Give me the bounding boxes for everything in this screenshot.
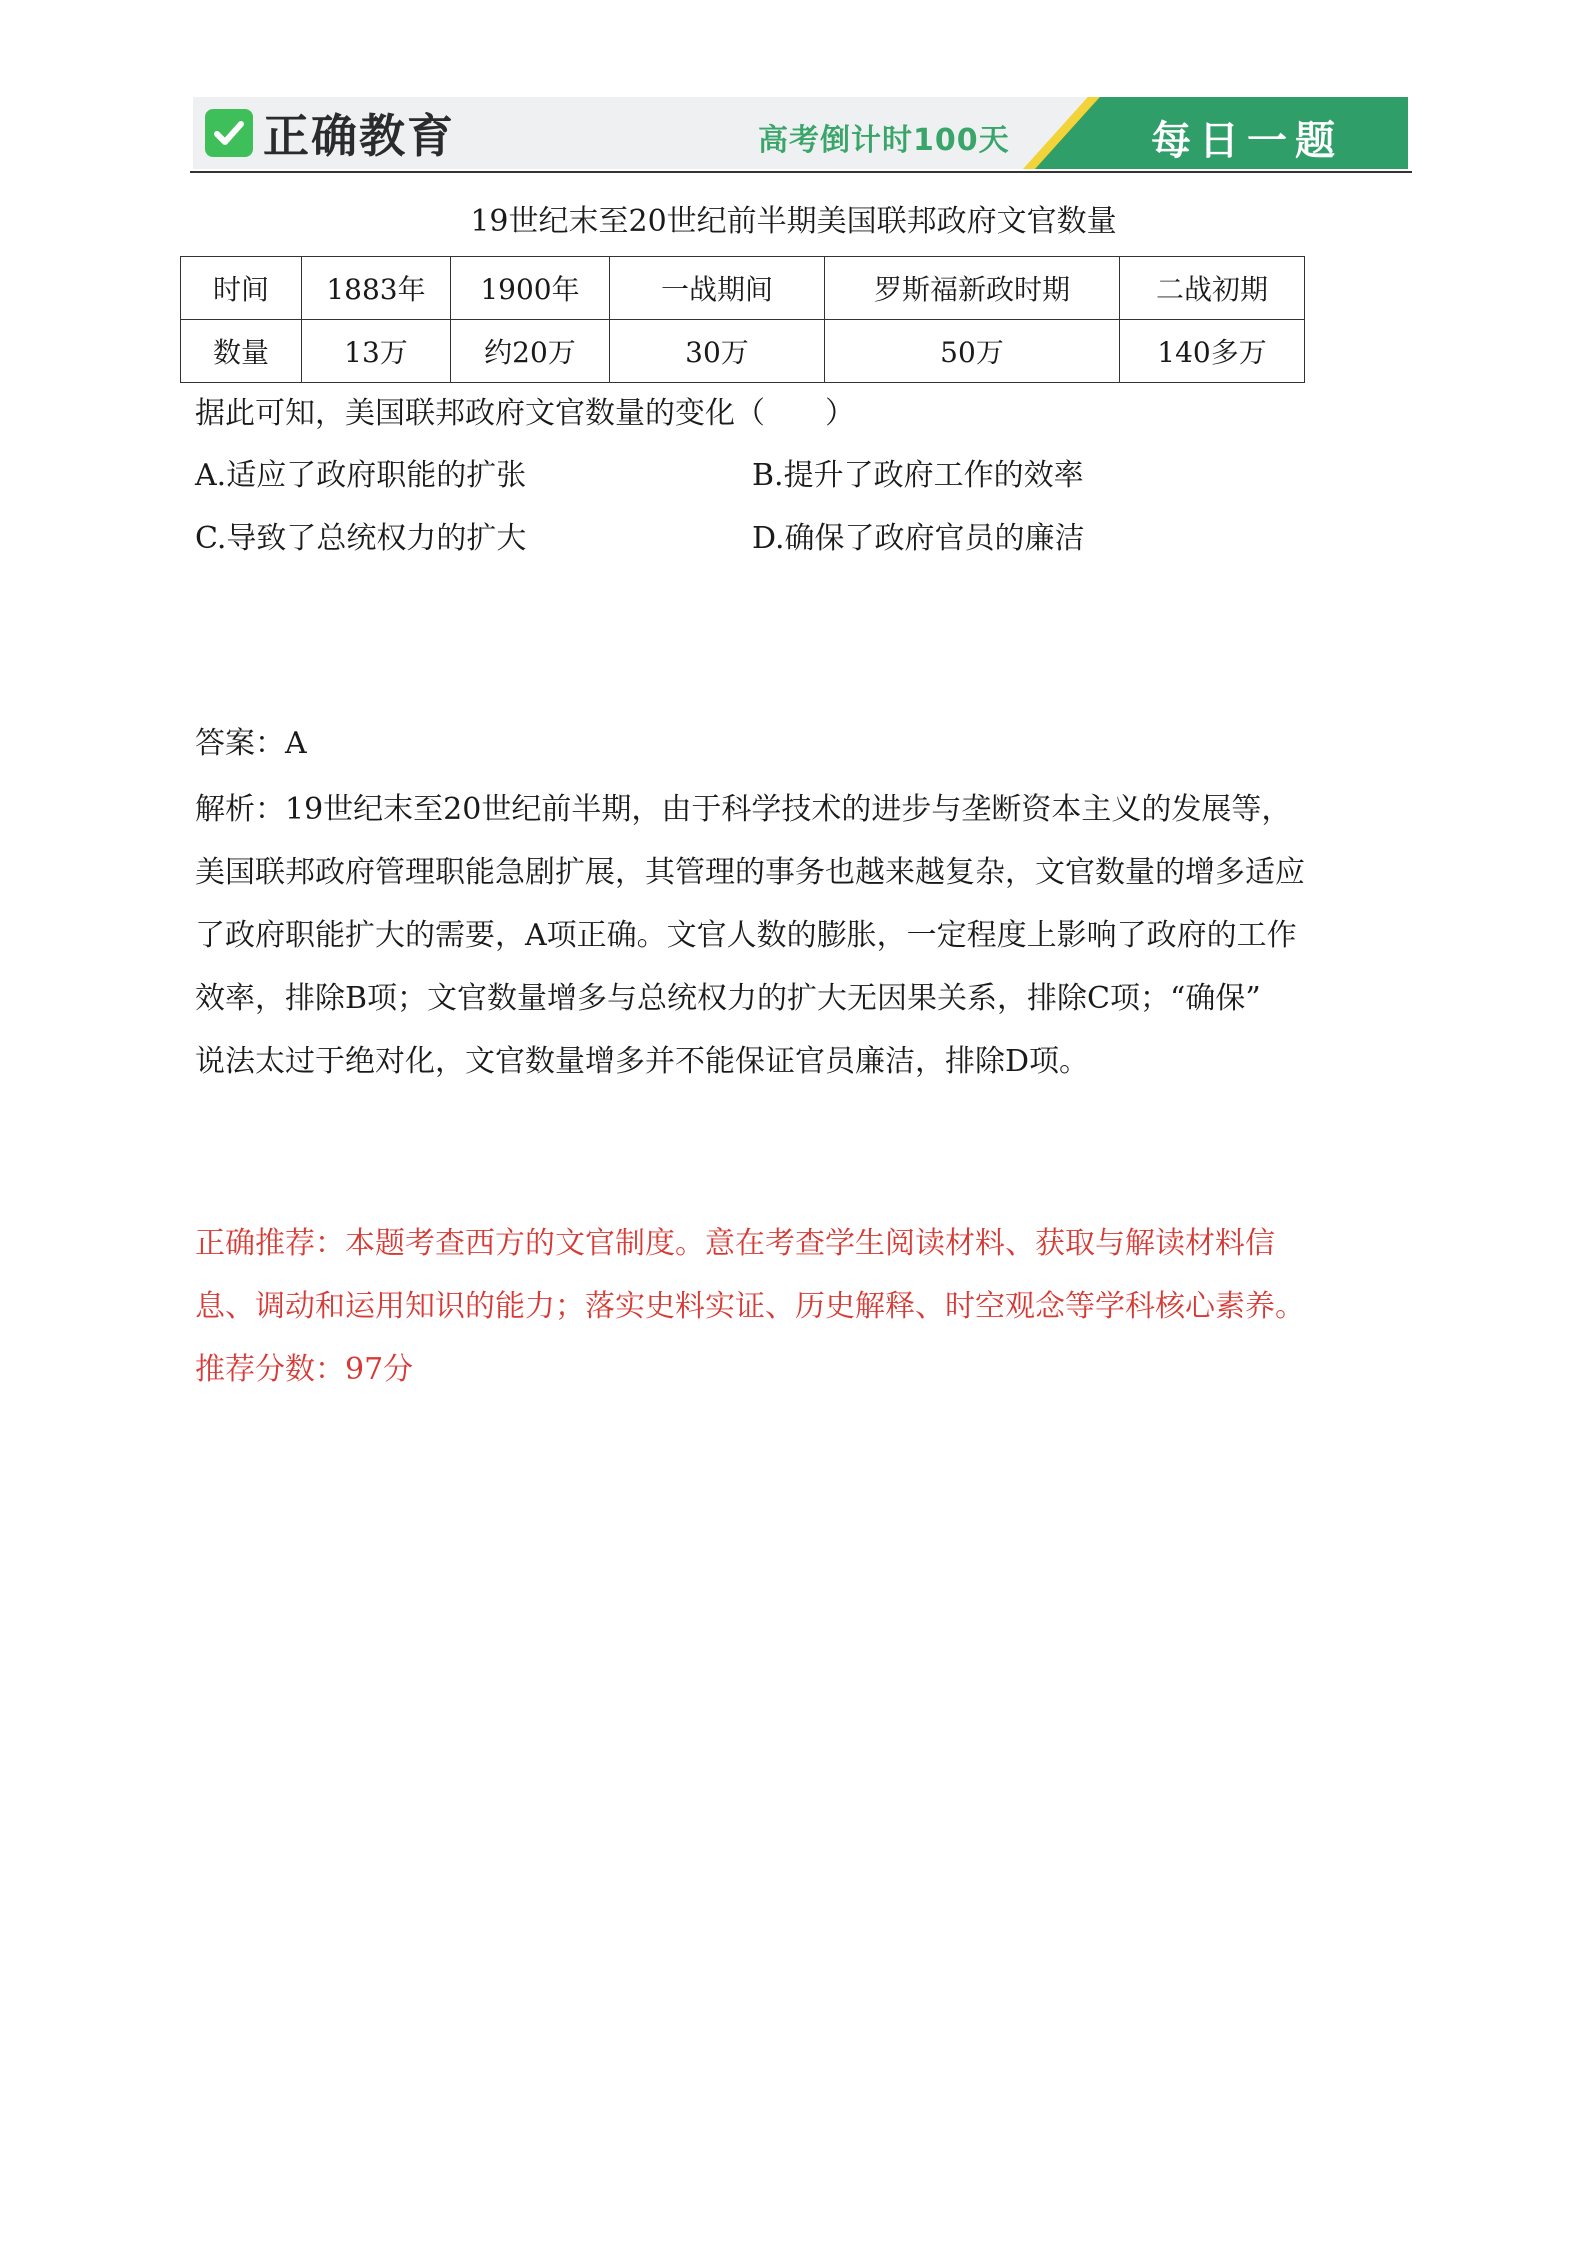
table-cell: 时间 [181, 257, 302, 320]
civil-servant-table [180, 256, 1305, 383]
recommendation-line: 息、调动和运用知识的能力；落实史料实证、历史解释、时空观念等学科核心素养。 [195, 1289, 1305, 1324]
table-cell: 1900年 [451, 257, 610, 320]
analysis-line: 了政府职能扩大的需要，A项正确。文官人数的膨胀，一定程度上影响了政府的工作 [195, 918, 1297, 953]
table-cell: 140多万 [1120, 320, 1305, 383]
recommendation-score: 推荐分数：97分 [195, 1352, 414, 1387]
option-b: B.提升了政府工作的效率 [752, 458, 1084, 493]
recommendation-line: 正确推荐：本题考查西方的文官制度。意在考查学生阅读材料、获取与解读材料信 [195, 1226, 1275, 1261]
answer-label: 答案：A [195, 726, 307, 761]
analysis-paragraph [195, 778, 1405, 1093]
header-banner [193, 97, 1408, 169]
question-stem: 据此可知，美国联邦政府文官数量的变化（ ） [195, 396, 855, 431]
table-cell: 30万 [610, 320, 825, 383]
table-row [181, 257, 1305, 320]
table-cell: 一战期间 [610, 257, 825, 320]
brand-name: 正确教育 [263, 109, 455, 163]
table-cell: 13万 [302, 320, 451, 383]
table-title: 19世纪末至20世纪前半期美国联邦政府文官数量 [470, 204, 1117, 239]
analysis-line: 说法太过于绝对化，文官数量增多并不能保证官员廉洁，排除D项。 [195, 1044, 1090, 1079]
recommendation-paragraph [195, 1212, 1405, 1401]
daily-question-label: 每日一题 [1151, 118, 1343, 164]
table-cell: 1883年 [302, 257, 451, 320]
table-cell: 50万 [825, 320, 1120, 383]
analysis-line: 解析：19世纪末至20世纪前半期，由于科学技术的进步与垄断资本主义的发展等， [195, 792, 1292, 827]
analysis-line: 效率，排除B项；文官数量增多与总统权力的扩大无因果关系，排除C项；“确保” [195, 981, 1261, 1016]
table-cell: 罗斯福新政时期 [825, 257, 1120, 320]
checkmark-icon [205, 109, 253, 157]
table-row [181, 320, 1305, 383]
table-cell: 数量 [181, 320, 302, 383]
option-c: C.导致了总统权力的扩大 [195, 521, 527, 556]
header-divider [190, 171, 1412, 173]
table-cell: 约20万 [451, 320, 610, 383]
analysis-line: 美国联邦政府管理职能急剧扩展，其管理的事务也越来越复杂，文官数量的增多适应 [195, 855, 1305, 890]
brand-logo [205, 107, 455, 163]
table-cell: 二战初期 [1120, 257, 1305, 320]
countdown-text: 高考倒计时100天 [758, 123, 1010, 158]
option-a: A.适应了政府职能的扩张 [195, 458, 527, 493]
option-d: D.确保了政府官员的廉洁 [752, 521, 1085, 556]
